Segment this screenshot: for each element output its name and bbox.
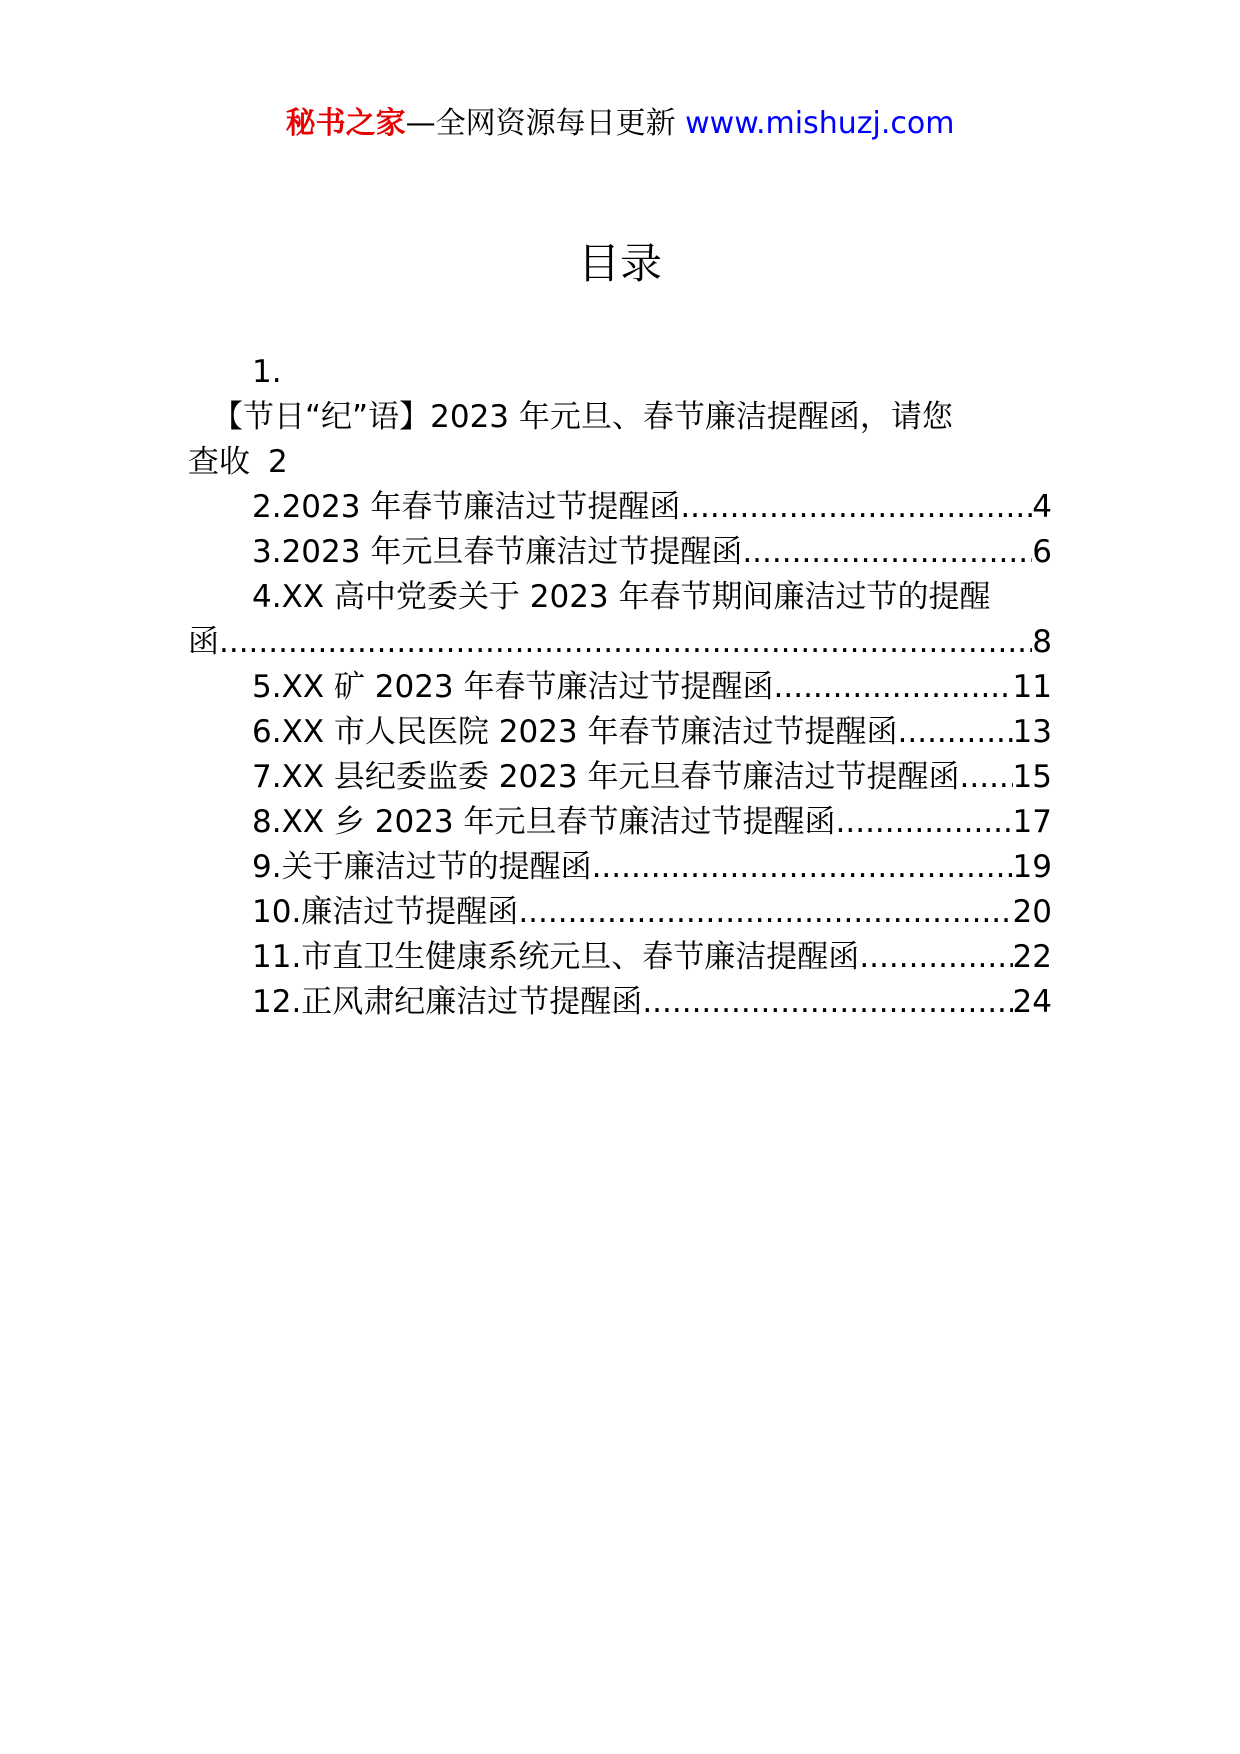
toc-entry[interactable] bbox=[188, 800, 1052, 845]
site-header bbox=[0, 100, 1240, 148]
toc-entry-1-line1[interactable]: 【节日“纪”语】2023 年元旦、春节廉洁提醒函，请您 bbox=[212, 399, 953, 435]
toc-entry[interactable] bbox=[188, 665, 1052, 710]
toc-leader-dots bbox=[592, 845, 1013, 890]
table-of-contents bbox=[188, 350, 1052, 1025]
toc-entry-page: 17 bbox=[1012, 804, 1052, 840]
toc-leader-dots bbox=[642, 980, 1012, 1025]
toc-entry-label: 11.市直卫生健康系统元旦、春节廉洁提醒函 bbox=[252, 939, 860, 975]
toc-entry-label-end: 函 bbox=[188, 624, 219, 660]
toc-entry-label: 2.2023 年春节廉洁过节提醒函 bbox=[252, 489, 681, 525]
toc-entry-page: 19 bbox=[1012, 849, 1052, 885]
toc-entry-4-line1[interactable]: 4.XX 高中党委关于 2023 年春节期间廉洁过节的提醒 bbox=[252, 579, 991, 615]
toc-entry-4-line2[interactable] bbox=[188, 620, 1052, 665]
toc-entry-page: 6 bbox=[1032, 534, 1052, 570]
toc-leader-dots bbox=[898, 710, 1013, 755]
toc-entry-1-label-end: 查收 bbox=[188, 444, 250, 480]
toc-entry-label: 3.2023 年元旦春节廉洁过节提醒函 bbox=[252, 534, 743, 570]
toc-entry-page: 8 bbox=[1032, 624, 1052, 660]
toc-leader-dots bbox=[518, 890, 1012, 935]
toc-entry-page: 20 bbox=[1012, 894, 1052, 930]
toc-entry-label: 6.XX 市人民医院 2023 年春节廉洁过节提醒函 bbox=[252, 714, 898, 750]
toc-entry-1-number: 1. bbox=[252, 354, 282, 390]
toc-entry-label: 7.XX 县纪委监委 2023 年元旦春节廉洁过节提醒函 bbox=[252, 759, 960, 795]
toc-entry[interactable] bbox=[188, 890, 1052, 935]
toc-leader-dots bbox=[680, 485, 1032, 530]
toc-entry[interactable] bbox=[188, 530, 1052, 575]
page-title: 目录 bbox=[577, 239, 662, 288]
toc-entry[interactable] bbox=[188, 980, 1052, 1025]
toc-entry[interactable] bbox=[188, 755, 1052, 800]
toc-entry-1-page: 2 bbox=[268, 444, 288, 480]
toc-entry-page: 15 bbox=[1012, 759, 1052, 795]
toc-entry-page: 4 bbox=[1032, 489, 1052, 525]
toc-entry-label: 5.XX 矿 2023 年春节廉洁过节提醒函 bbox=[252, 669, 774, 705]
toc-entry-1-line2[interactable] bbox=[188, 440, 1052, 485]
toc-entry-page: 22 bbox=[1012, 939, 1052, 975]
toc-entry[interactable] bbox=[188, 710, 1052, 755]
toc-entry-page: 13 bbox=[1012, 714, 1052, 750]
toc-entry[interactable] bbox=[188, 485, 1052, 530]
toc-leader-dots bbox=[859, 935, 1012, 980]
toc-leader-dots bbox=[774, 665, 1013, 710]
toc-leader-dots bbox=[219, 620, 1032, 665]
toc-entry-label: 12.正风肃纪廉洁过节提醒函 bbox=[252, 984, 643, 1020]
toc-leader-dots bbox=[960, 755, 1013, 800]
toc-leader-dots bbox=[836, 800, 1013, 845]
toc-leader-dots bbox=[742, 530, 1032, 575]
site-url-link[interactable]: www.mishuzj.com bbox=[685, 106, 955, 141]
toc-entry-label: 9.关于廉洁过节的提醒函 bbox=[252, 849, 592, 885]
header-tagline: —全网资源每日更新 bbox=[405, 106, 676, 141]
toc-entry[interactable] bbox=[188, 845, 1052, 890]
toc-entry-page: 24 bbox=[1012, 984, 1052, 1020]
brand-name: 秘书之家 bbox=[285, 106, 406, 141]
toc-entry-label: 8.XX 乡 2023 年元旦春节廉洁过节提醒函 bbox=[252, 804, 836, 840]
toc-entry-page: 11 bbox=[1012, 669, 1052, 705]
toc-entry[interactable] bbox=[188, 935, 1052, 980]
toc-entry-label: 10.廉洁过节提醒函 bbox=[252, 894, 519, 930]
